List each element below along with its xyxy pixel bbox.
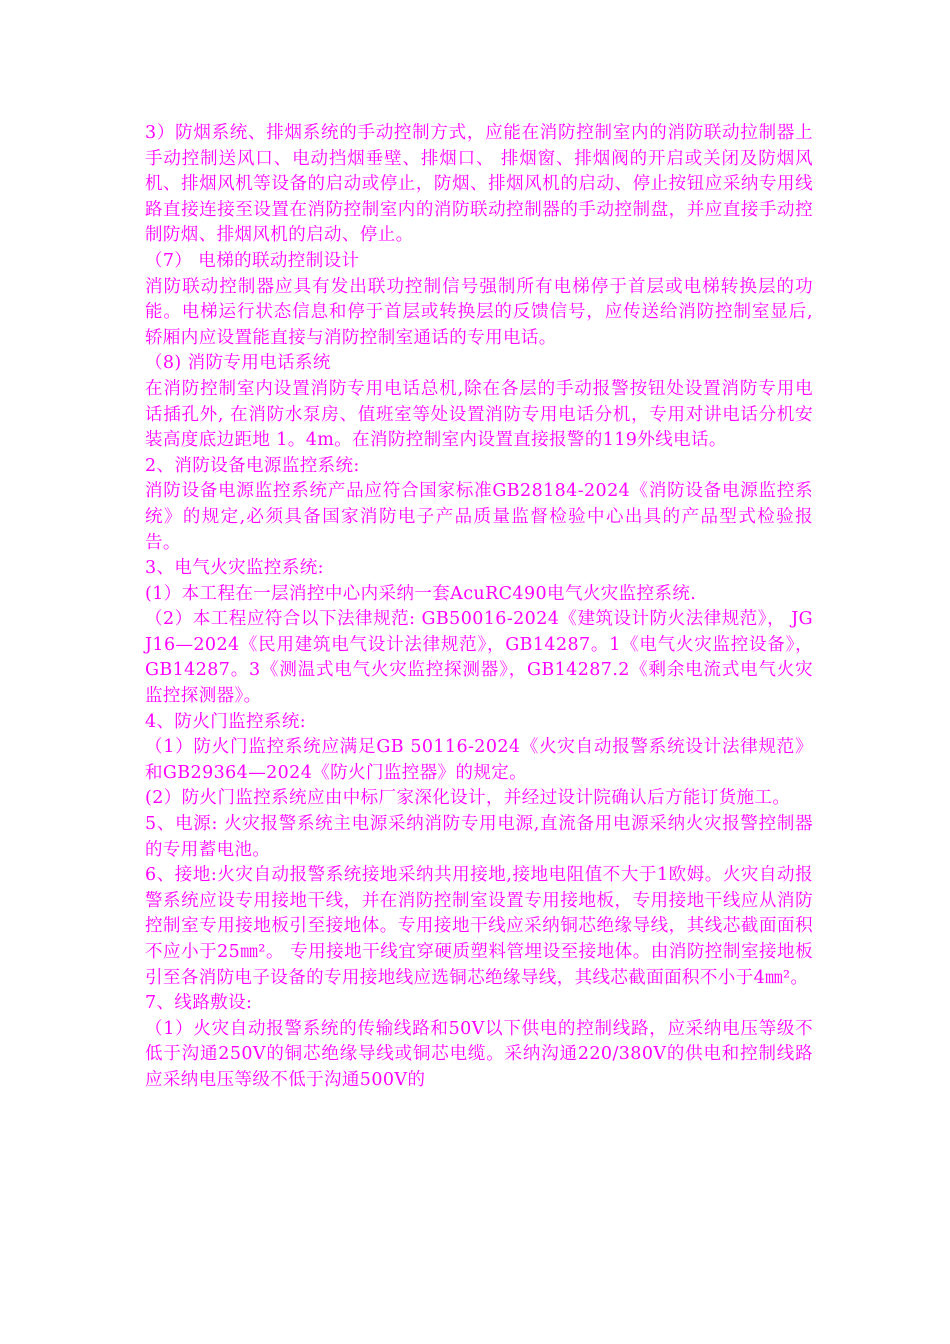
heading-wiring: 7、线路敷设: bbox=[145, 993, 253, 1014]
paragraph-fire-door-standards: （1）防火门监控系统应满足GB 50116-2024《火灾自动报警系统设计法律规范》和GB29364—2024《防火门监控器》的规定。 bbox=[145, 737, 813, 783]
heading-electrical-fire-monitoring: 3、电气火灾监控系统: bbox=[145, 558, 324, 579]
paragraph-elevator-linkage: 消防联动控制器应具有发出联功控制信号强制所有电梯停于首层或电梯转换层的功能。电梯运行状态信息和停于首层或转换层的反馈信号，应传送给消防控制室显后,轿厢内应设置能直接与消防控制室通话的专用电话。 bbox=[145, 276, 813, 348]
document-body bbox=[145, 121, 813, 1094]
paragraph-electrical-fire-standards: （2）本工程应符合以下法律规范: GB50016-2024《建筑设计防火法律规范》， JGJ16—2024《民用建筑电气设计法律规范》，GB14287。1《电气火灾监控设备》， GB14287。3《测温式电气火灾监控探测器》，GB14287.2《剩余电流式电气火灾监控探测器》。 bbox=[145, 609, 813, 707]
paragraph-power-monitoring: 消防设备电源监控系统产品应符合国家标准GB28184-2024《消防设备电源监控系统》的规定,必须具备国家消防电子产品质量监督检验中心出具的产品型式检验报告。 bbox=[145, 481, 813, 553]
paragraph-power-source: 5、电源: 火灾报警系统主电源采纳消防专用电源,直流备用电源采纳火灾报警控制器的专用蓄电池。 bbox=[145, 814, 813, 860]
paragraph-smoke-control-manual: 3）防烟系统、排烟系统的手动控制方式，应能在消防控制室内的消防联动拉制器上手动控制送风口、电动挡烟垂壁、排烟口、 排烟窗、排烟阀的开启或关闭及防烟风机、排烟风机等设备的启动或停止，防烟、排烟风机的启动、停止按钮应采纳专用线路直接连接至设置在消防控制室内的消防联动控制器的手动控制盘，并应直接手动控制防烟、排烟风机的启动、停止。 bbox=[145, 123, 813, 246]
heading-elevator-linkage: （7） 电梯的联动控制设计 bbox=[145, 250, 360, 271]
paragraph-fire-door-design: (2）防火门监控系统应由中标厂家深化设计，并经过设计院确认后方能订货施工。 bbox=[145, 788, 791, 809]
paragraph-electrical-fire-system: (1）本工程在一层消控中心内采纳一套AcuRC490电气火灾监控系统. bbox=[145, 583, 697, 604]
heading-fire-door-monitoring: 4、防火门监控系统: bbox=[145, 711, 307, 732]
heading-power-monitoring: 2、消防设备电源监控系统: bbox=[145, 455, 360, 476]
paragraph-wiring-requirements: （1）火灾自动报警系统的传输线路和50V以下供电的控制线路，应采纳电压等级不低于沟通250V的铜芯绝缘导线或铜芯电缆。采纳沟通220/380V的供电和控制线路应采纳电压等级不低于沟通500V的 bbox=[145, 1018, 813, 1090]
heading-fire-telephone: （8) 消防专用电话系统 bbox=[145, 353, 331, 374]
paragraph-grounding: 6、接地:火灾自动报警系统接地采纳共用接地,接地电阻值不大于1欧姆。火灾自动报警系统应设专用接地干线，并在消防控制室设置专用接地板，专用接地干线应从消防控制室专用接地板引至接地体。专用接地干线应采纳铜芯绝缘导线，其线芯截面面积不应小于25㎜²。 专用接地干线宜穿硬质塑料管埋设至接地体。由消防控制室接地板引至各消防电子设备的专用接地线应选铜芯绝缘导线，其线芯截面面积不小于4㎜²。 bbox=[145, 865, 813, 988]
paragraph-fire-telephone: 在消防控制室内设置消防专用电话总机,除在各层的手动报警按钮处设置消防专用电话插孔外, 在消防水泵房、值班室等处设置消防专用电话分机，专用对讲电话分机安装高度底边距地 1。4m。在消防控制室内设置直接报警的119外线电话。 bbox=[145, 378, 813, 451]
